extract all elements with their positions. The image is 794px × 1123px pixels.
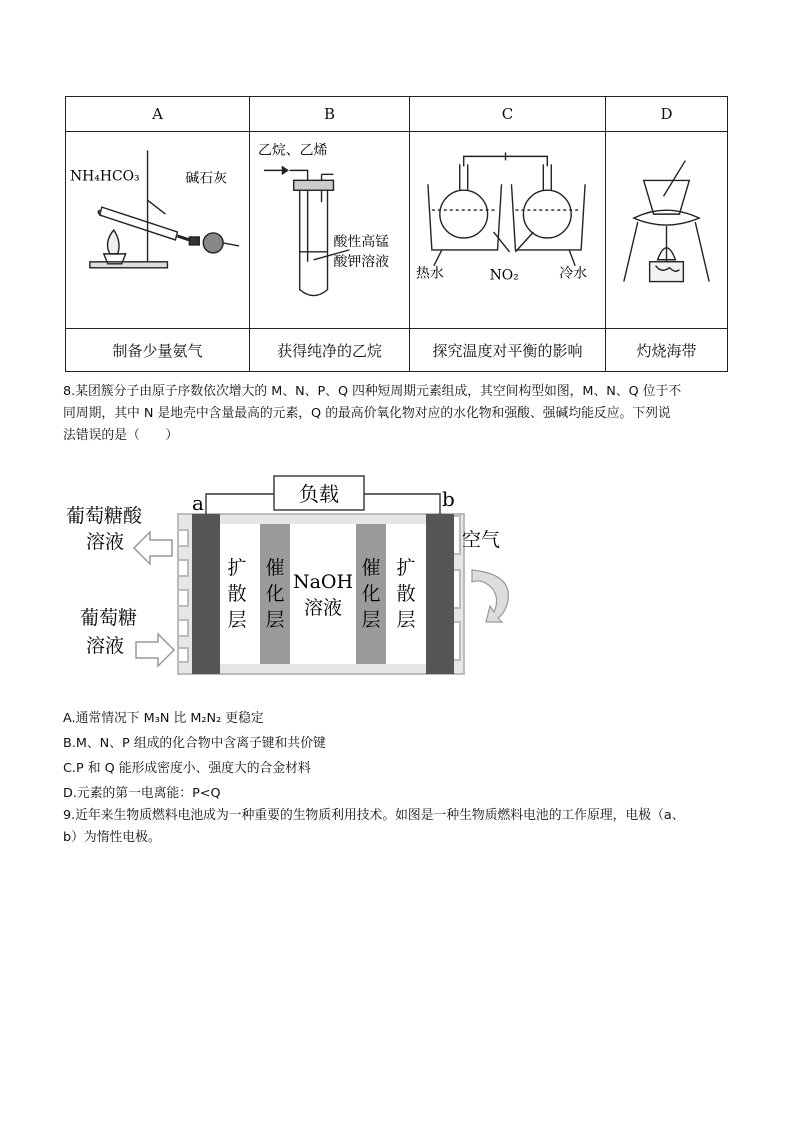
- diffusion-right-1: 扩: [396, 557, 416, 579]
- label-gluconic-acid-solution: 溶液: [86, 531, 125, 553]
- label-electrode-a: a: [192, 491, 204, 515]
- label-hot-water: 热水: [415, 265, 444, 282]
- catalyst-left-3: 层: [265, 609, 285, 631]
- catalyst-right-3: 层: [361, 609, 381, 631]
- label-soda-lime: 碱石灰: [185, 170, 228, 187]
- question-8: [63, 381, 743, 447]
- diffusion-left-2: 散: [227, 583, 247, 605]
- label-nh4hco3: NH₄HCO₃: [69, 168, 140, 185]
- label-naoh-solution: 溶液: [303, 597, 343, 619]
- apparatus-d-diagram: [606, 132, 727, 328]
- label-kmno4-1: 酸性高锰: [333, 233, 390, 250]
- question-8-line-1: 8.某团簇分子由原子序数依次增大的 M、N、P、Q 四种短周期元素组成，其空间构型如图，M、N、Q 位于不: [63, 384, 682, 399]
- apparatus-c-diagram: [410, 132, 605, 328]
- header-d: D: [606, 97, 728, 132]
- label-glucose-solution: 溶液: [86, 635, 125, 657]
- catalyst-right-1: 催: [361, 557, 381, 579]
- figure-b-cell: [250, 132, 410, 329]
- table-figure-row: [66, 132, 728, 329]
- option-b: B.M、N、P 组成的化合物中含离子键和共价键: [63, 736, 326, 751]
- caption-c: 探究温度对平衡的影响: [410, 329, 606, 372]
- table-caption-row: [66, 329, 728, 372]
- apparatus-a-diagram: [66, 132, 249, 328]
- label-electrode-b: b: [442, 487, 455, 511]
- catalyst-right-2: 化: [361, 583, 381, 605]
- table-header-row: [66, 97, 728, 132]
- diffusion-left-1: 扩: [227, 557, 247, 579]
- electrode-a: [192, 514, 220, 674]
- header-c: C: [410, 97, 606, 132]
- apparatus-b-diagram: [250, 132, 409, 328]
- catalyst-left-2: 化: [265, 583, 285, 605]
- figure-d-cell: [606, 132, 728, 329]
- label-glucose: 葡萄糖: [80, 607, 138, 629]
- diffusion-right-2: 散: [396, 583, 416, 605]
- label-gluconic-acid: 葡萄糖酸: [66, 505, 143, 527]
- header-b: B: [250, 97, 410, 132]
- label-naoh: NaOH: [292, 571, 354, 593]
- label-cold-water: 冷水: [559, 265, 588, 282]
- caption-d: 灼烧海带: [606, 329, 728, 372]
- question-9: [63, 805, 743, 849]
- option-a: A.通常情况下 M₃N 比 M₂N₂ 更稳定: [63, 711, 264, 726]
- question-8-line-2: 同周期，其中 N 是地壳中含量最高的元素，Q 的最高价氧化物对应的水化物和强酸、强碱均能反应。下列说: [63, 406, 671, 421]
- caption-a: 制备少量氨气: [66, 329, 250, 372]
- option-d: D.元素的第一电离能：P<Q: [63, 786, 221, 801]
- label-air: 空气: [462, 529, 501, 551]
- outflow-arrow: [134, 532, 172, 564]
- label-load: 负载: [299, 482, 339, 506]
- label-ethane-ethylene: 乙烷、乙烯: [257, 142, 328, 159]
- catalyst-left-1: 催: [265, 557, 285, 579]
- label-no2: NO₂: [489, 267, 519, 284]
- figure-a-cell: [66, 132, 250, 329]
- label-kmno4-2: 酸钾溶液: [333, 253, 390, 270]
- electrode-b: [426, 514, 454, 674]
- fuel-cell-diagram: [62, 470, 518, 685]
- question-9-line-2: b）为惰性电极。: [63, 830, 161, 845]
- diffusion-right-3: 层: [396, 609, 416, 631]
- option-c: C.P 和 Q 能形成密度小、强度大的合金材料: [63, 761, 311, 776]
- question-8-line-3: 法错误的是（ ）: [63, 428, 179, 443]
- air-flow-arrow: [472, 570, 508, 622]
- figure-c-cell: [410, 132, 606, 329]
- question-9-line-1: 9.近年来生物质燃料电池成为一种重要的生物质利用技术。如图是一种生物质燃料电池的工作原理，电极（a、: [63, 808, 685, 823]
- header-a: A: [66, 97, 250, 132]
- diffusion-left-3: 层: [227, 609, 247, 631]
- caption-b: 获得纯净的乙烷: [250, 329, 410, 372]
- inflow-arrow: [136, 634, 174, 666]
- experiment-table: [65, 96, 728, 372]
